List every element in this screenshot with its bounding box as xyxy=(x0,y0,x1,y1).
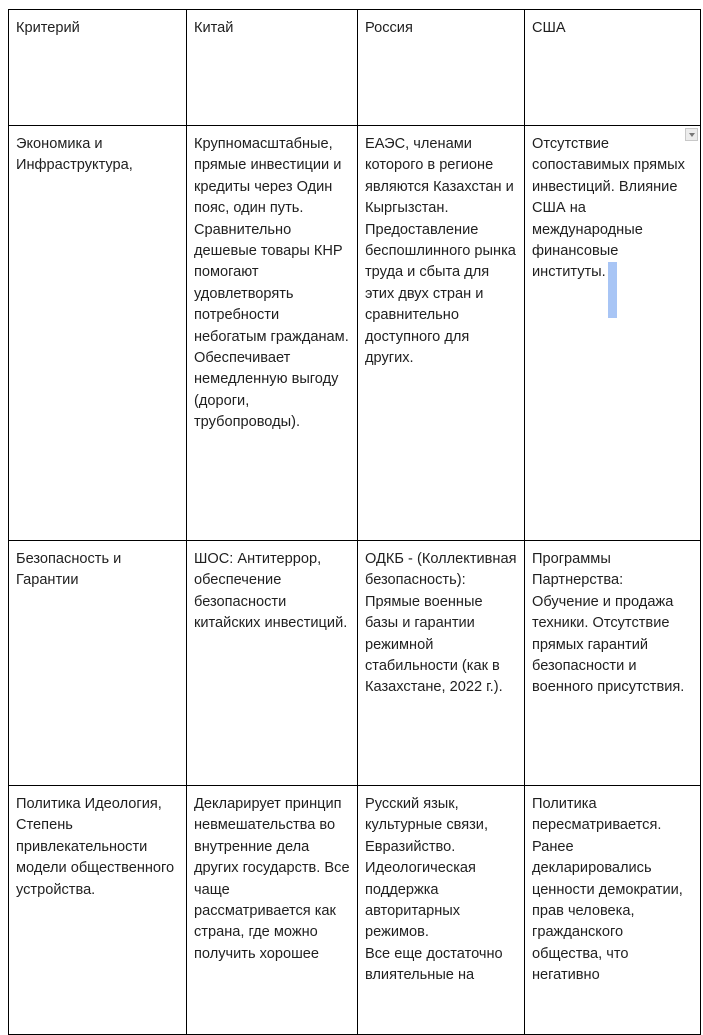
cell-china[interactable] xyxy=(187,541,358,786)
comparison-table xyxy=(8,9,701,1035)
cell-text: Отсутствие сопоставимых прямых инвестиций. Влияние США на международные финансовые институты. xyxy=(532,136,685,281)
header-text: Китай xyxy=(194,20,234,36)
cell-russia[interactable] xyxy=(358,786,525,1035)
table-row xyxy=(9,126,701,541)
cell-text: Экономика и Инфраструктура, xyxy=(16,136,133,174)
header-text: Россия xyxy=(365,20,413,36)
header-cell-usa[interactable] xyxy=(525,10,701,126)
cell-usa[interactable] xyxy=(525,786,701,1035)
cell-text: ОДКБ - (Коллективная безопасность): Прямые военные базы и гарантии режимной стабильности (как в Казахстане, 2022 г.). xyxy=(365,551,517,696)
header-cell-russia[interactable] xyxy=(358,10,525,126)
cell-text: Безопасность и Гарантии xyxy=(16,551,122,589)
header-row xyxy=(9,10,701,126)
header-cell-china[interactable] xyxy=(187,10,358,126)
cell-usa[interactable] xyxy=(525,126,701,541)
header-cell-criterion[interactable] xyxy=(9,10,187,126)
cell-text: Русский язык, культурные связи, Евразийство. Идеологическая поддержка авторитарных режимов. Все еще достаточно влиятельные на xyxy=(365,796,503,984)
cell-text: Программы Партнерства: Обучение и продажа техники. Отсутствие прямых гарантий безопасности и военного присутствия. xyxy=(532,551,685,696)
cell-china[interactable] xyxy=(187,786,358,1035)
cell-china[interactable] xyxy=(187,126,358,541)
table-row xyxy=(9,541,701,786)
cell-text: Политика Идеология, Степень привлекательности модели общественного устройства. xyxy=(16,796,175,898)
cell-text: Декларирует принцип невмешательства во внутренние дела других государств. Все чаще рассматривается как страна, где можно получить хорошее xyxy=(194,796,350,962)
cell-russia[interactable] xyxy=(358,541,525,786)
cell-russia[interactable] xyxy=(358,126,525,541)
cell-text: ЕАЭС, членами которого в регионе являются Казахстан и Кыргызстан. Предоставление беспошлинного рынка труда и сбыта для этих двух стран и сравнительно доступного для других. xyxy=(365,136,516,367)
cell-text: Крупномасштабные, прямые инвестиции и кредиты через Один пояс, один путь. Сравнительно дешевые товары КНР помогают удовлетворять потребности небогатым гражданам. Обеспечивает немедленную выгоду (дороги, трубопроводы). xyxy=(194,136,349,431)
header-text: Критерий xyxy=(16,20,80,36)
table-row xyxy=(9,786,701,1035)
cell-criterion[interactable] xyxy=(9,541,187,786)
cell-text: Политика пересматривается. Ранее декларировались ценности демократии, прав человека, гражданского общества, что негативно xyxy=(532,796,683,984)
cell-criterion[interactable] xyxy=(9,786,187,1035)
header-text: США xyxy=(532,20,566,36)
cell-dropdown-icon[interactable] xyxy=(685,128,698,141)
cell-criterion[interactable] xyxy=(9,126,187,541)
cell-usa[interactable] xyxy=(525,541,701,786)
text-selection-caret xyxy=(608,262,617,318)
cell-text: ШОС: Антитеррор, обеспечение безопасности китайских инвестиций. xyxy=(194,551,348,632)
